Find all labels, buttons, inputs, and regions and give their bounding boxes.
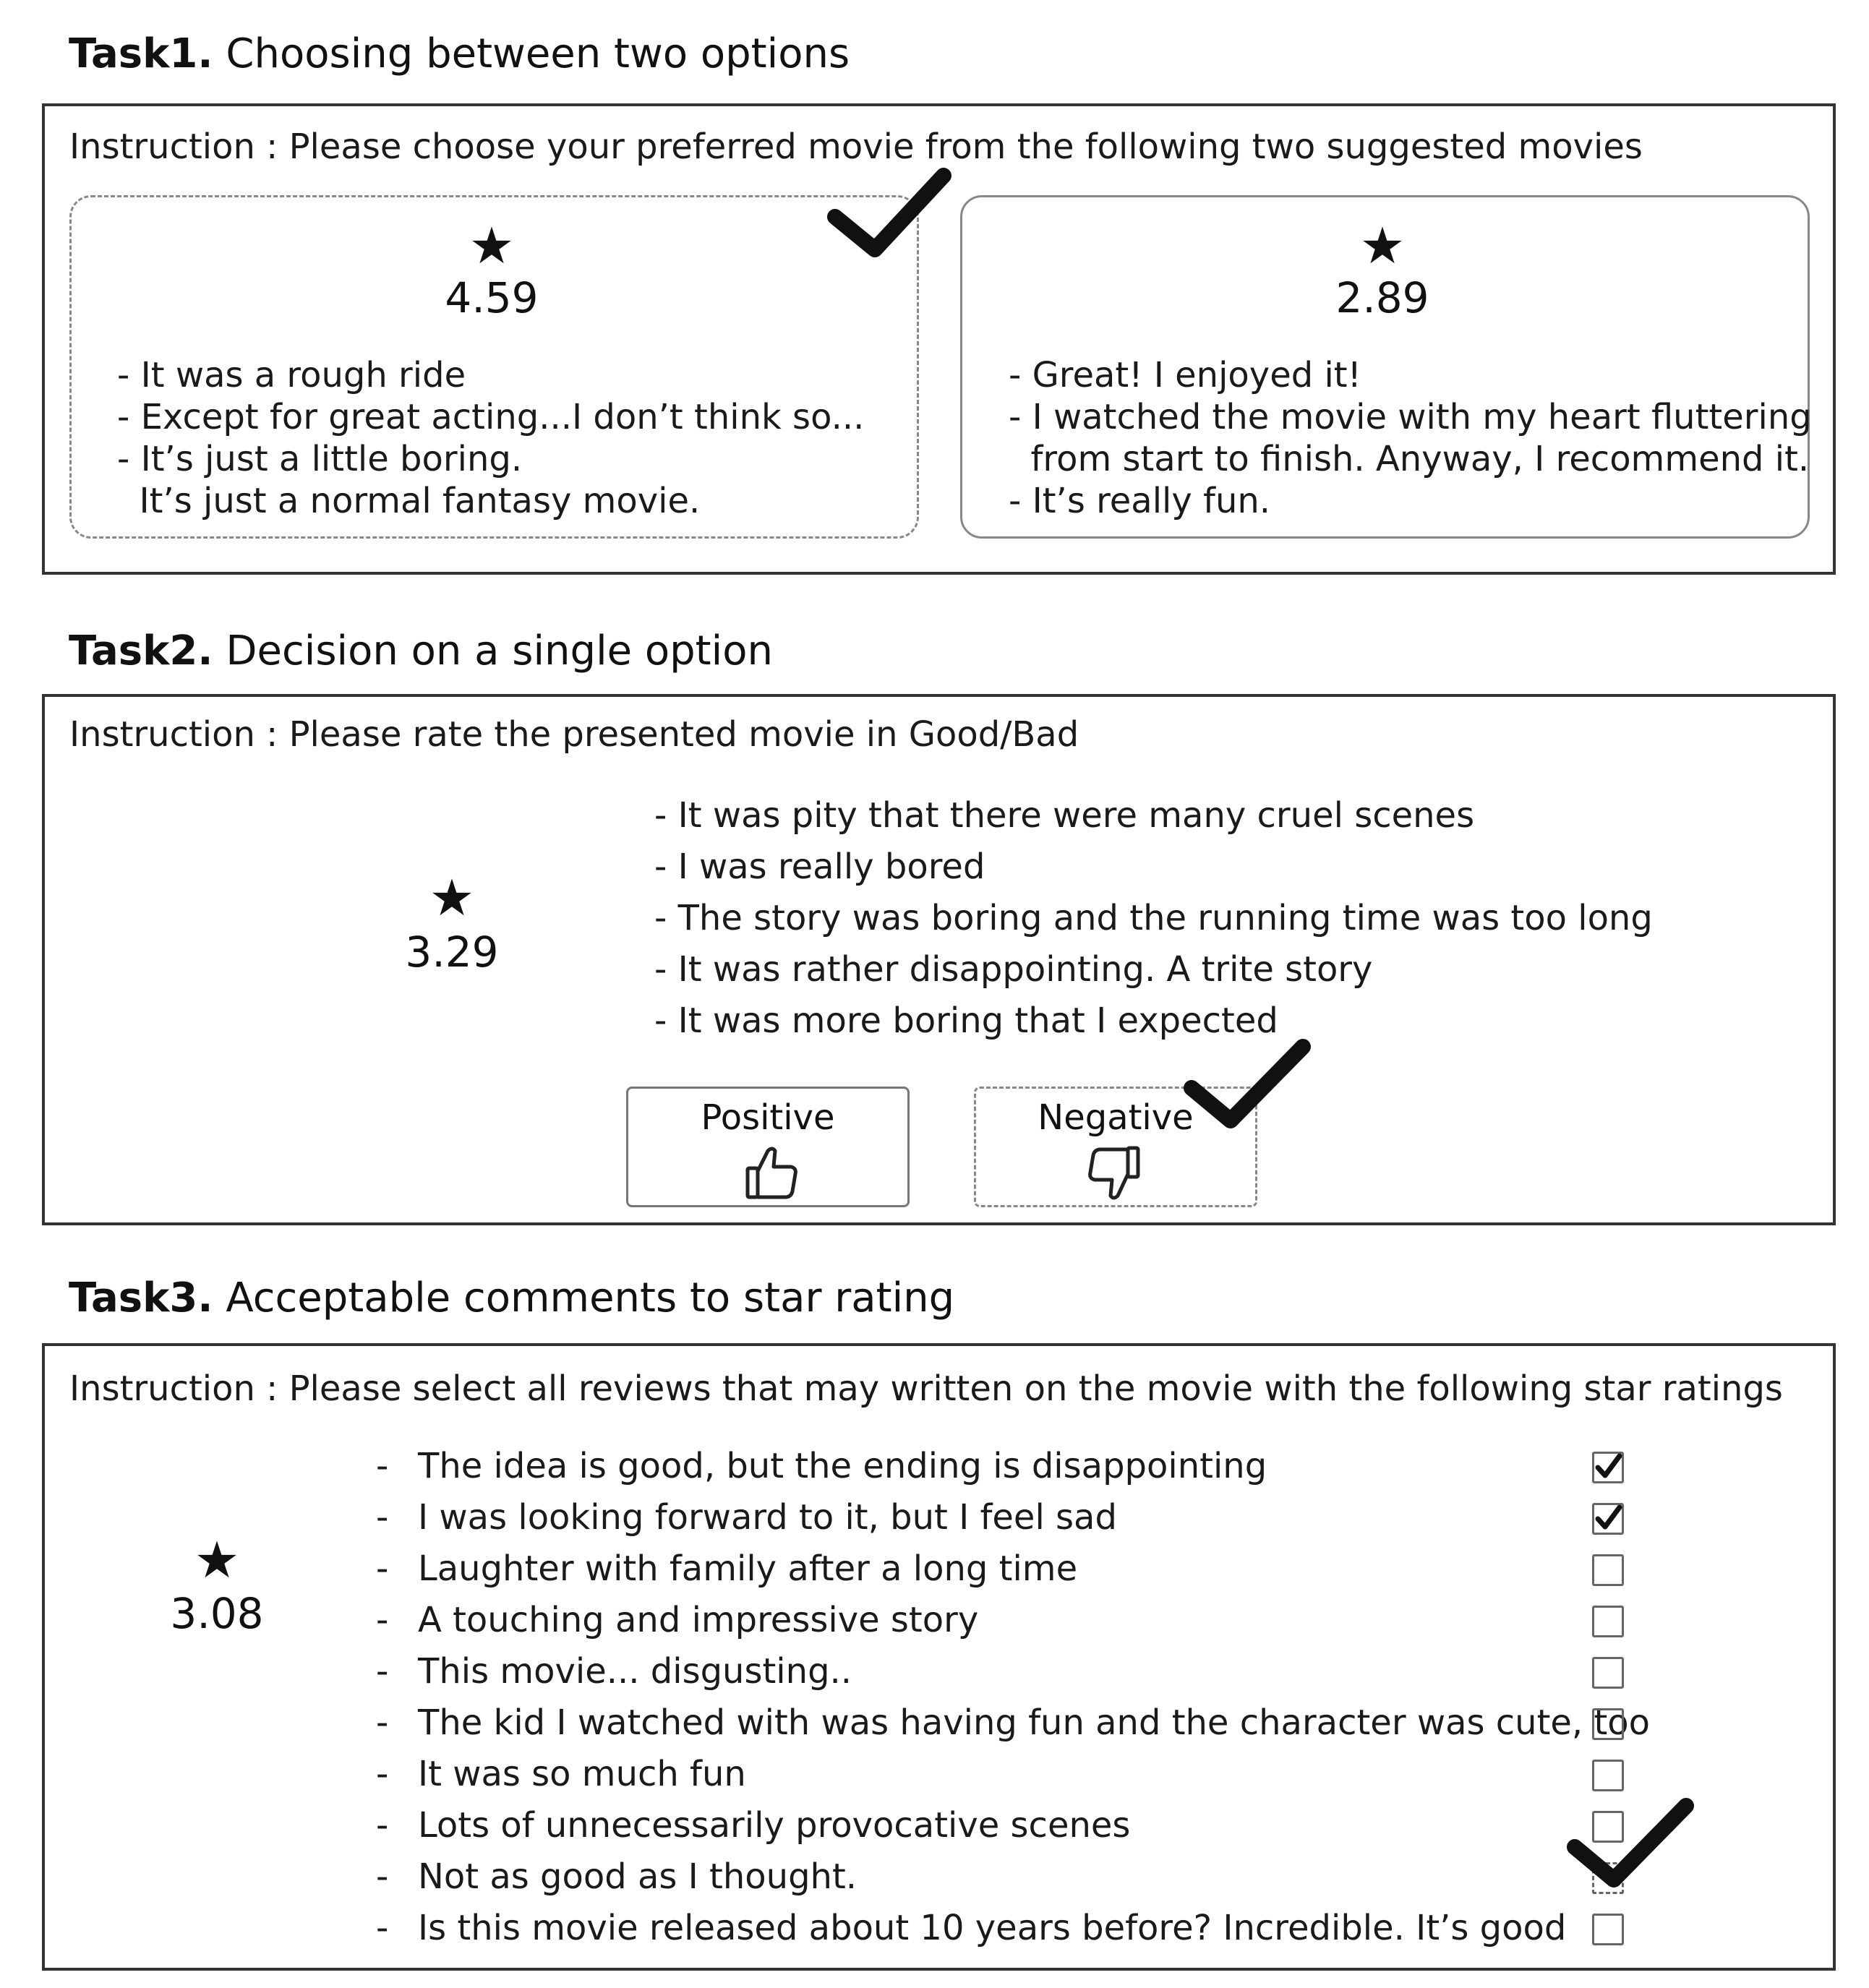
review-item-6: The kid I watched with was having fun and the character was cute, too (418, 1702, 1650, 1743)
task1-option-2-review-3: from start to finish. Anyway, I recommend it. (1009, 439, 1810, 479)
list-item-dash: - (376, 1600, 389, 1640)
checkbox-check-icon (1592, 1503, 1624, 1535)
task1-title: Choosing between two options (226, 30, 850, 77)
review-item-5: This movie... disgusting.. (418, 1651, 852, 1692)
task2-heading (69, 627, 773, 674)
task2-review-2: - I was really bored (654, 847, 985, 887)
list-item-dash: - (376, 1702, 389, 1743)
star-icon: ★ (194, 1530, 240, 1590)
negative-label: Negative (1038, 1097, 1194, 1138)
list-item-dash: - (376, 1754, 389, 1794)
task3-title: Acceptable comments to star rating (226, 1274, 955, 1321)
review-item-1: The idea is good, but the ending is disappointing (418, 1446, 1267, 1486)
thumbs-up-icon (745, 1145, 800, 1201)
review-item-7: It was so much fun (418, 1754, 746, 1794)
task3-panel (42, 1343, 1836, 1971)
task1-option-1-review-1: - It was a rough ride (117, 355, 466, 395)
task2-instruction: Instruction : Please rate the presented movie in Good/Bad (69, 714, 1079, 755)
task1-option-2-review-1: - Great! I enjoyed it! (1009, 355, 1361, 395)
list-item-dash: - (376, 1446, 389, 1486)
review-item-9: Not as good as I thought. (418, 1856, 857, 1897)
star-icon: ★ (469, 216, 515, 275)
task2-review-4: - It was rather disappointing. A trite story (654, 949, 1373, 990)
review-item-10: Is this movie released about 10 years before? Incredible. It’s good (418, 1908, 1567, 1948)
review-checkbox-2[interactable] (1592, 1503, 1624, 1535)
thumbs-down-icon (1085, 1145, 1142, 1201)
review-item-8: Lots of unnecessarily provocative scenes (418, 1805, 1131, 1846)
negative-button[interactable] (974, 1087, 1257, 1207)
review-checkbox-9[interactable] (1592, 1862, 1624, 1894)
review-checkbox-7[interactable] (1592, 1760, 1624, 1791)
list-item-dash: - (376, 1497, 389, 1538)
positive-label: Positive (701, 1097, 835, 1138)
star-icon: ★ (429, 868, 475, 927)
star-icon: ★ (1359, 216, 1406, 275)
review-checkbox-3[interactable] (1592, 1554, 1624, 1586)
list-item-dash: - (376, 1805, 389, 1846)
task3-instruction: Instruction : Please select all reviews that may written on the movie with the following star ratings (69, 1368, 1783, 1409)
task2-rating: 3.29 (405, 927, 499, 977)
list-item-dash: - (376, 1856, 389, 1897)
task2-review-1: - It was pity that there were many cruel scenes (654, 795, 1475, 836)
task1-option-2-rating: 2.89 (1335, 273, 1429, 322)
review-checkbox-5[interactable] (1592, 1657, 1624, 1689)
task1-option-2-review-2: - I watched the movie with my heart fluttering (1009, 397, 1812, 437)
list-item-dash: - (376, 1548, 389, 1589)
task3-label: Task3. (69, 1274, 213, 1321)
task2-review-3: - The story was boring and the running time was too long (654, 898, 1653, 938)
review-checkbox-8[interactable] (1592, 1811, 1624, 1843)
task2-label: Task2. (69, 627, 213, 674)
positive-button[interactable] (626, 1087, 910, 1207)
review-item-3: Laughter with family after a long time (418, 1548, 1078, 1589)
review-checkbox-6[interactable] (1592, 1708, 1624, 1740)
task1-option-1-review-4: It’s just a normal fantasy movie. (117, 481, 701, 521)
review-checkbox-1[interactable] (1592, 1452, 1624, 1483)
task1-heading (69, 30, 850, 77)
review-checkbox-10[interactable] (1592, 1914, 1624, 1945)
task1-label: Task1. (69, 30, 213, 77)
task2-title: Decision on a single option (226, 627, 773, 674)
checkbox-check-icon (1592, 1452, 1624, 1483)
task2-review-5: - It was more boring that I expected (654, 1001, 1278, 1041)
task1-option-1-rating: 4.59 (445, 273, 539, 322)
task1-option-2-review-4: - It’s really fun. (1009, 481, 1271, 521)
list-item-dash: - (376, 1651, 389, 1692)
review-item-2: I was looking forward to it, but I feel sad (418, 1497, 1117, 1538)
review-checkbox-4[interactable] (1592, 1606, 1624, 1637)
list-item-dash: - (376, 1908, 389, 1948)
task1-option-1-review-3: - It’s just a little boring. (117, 439, 523, 479)
task3-rating: 3.08 (170, 1589, 264, 1638)
review-item-4: A touching and impressive story (418, 1600, 979, 1640)
task3-heading (69, 1274, 954, 1321)
task1-option-1-review-2: - Except for great acting...I don’t think so... (117, 397, 865, 437)
task1-instruction: Instruction : Please choose your preferred movie from the following two suggested movies (69, 127, 1643, 167)
